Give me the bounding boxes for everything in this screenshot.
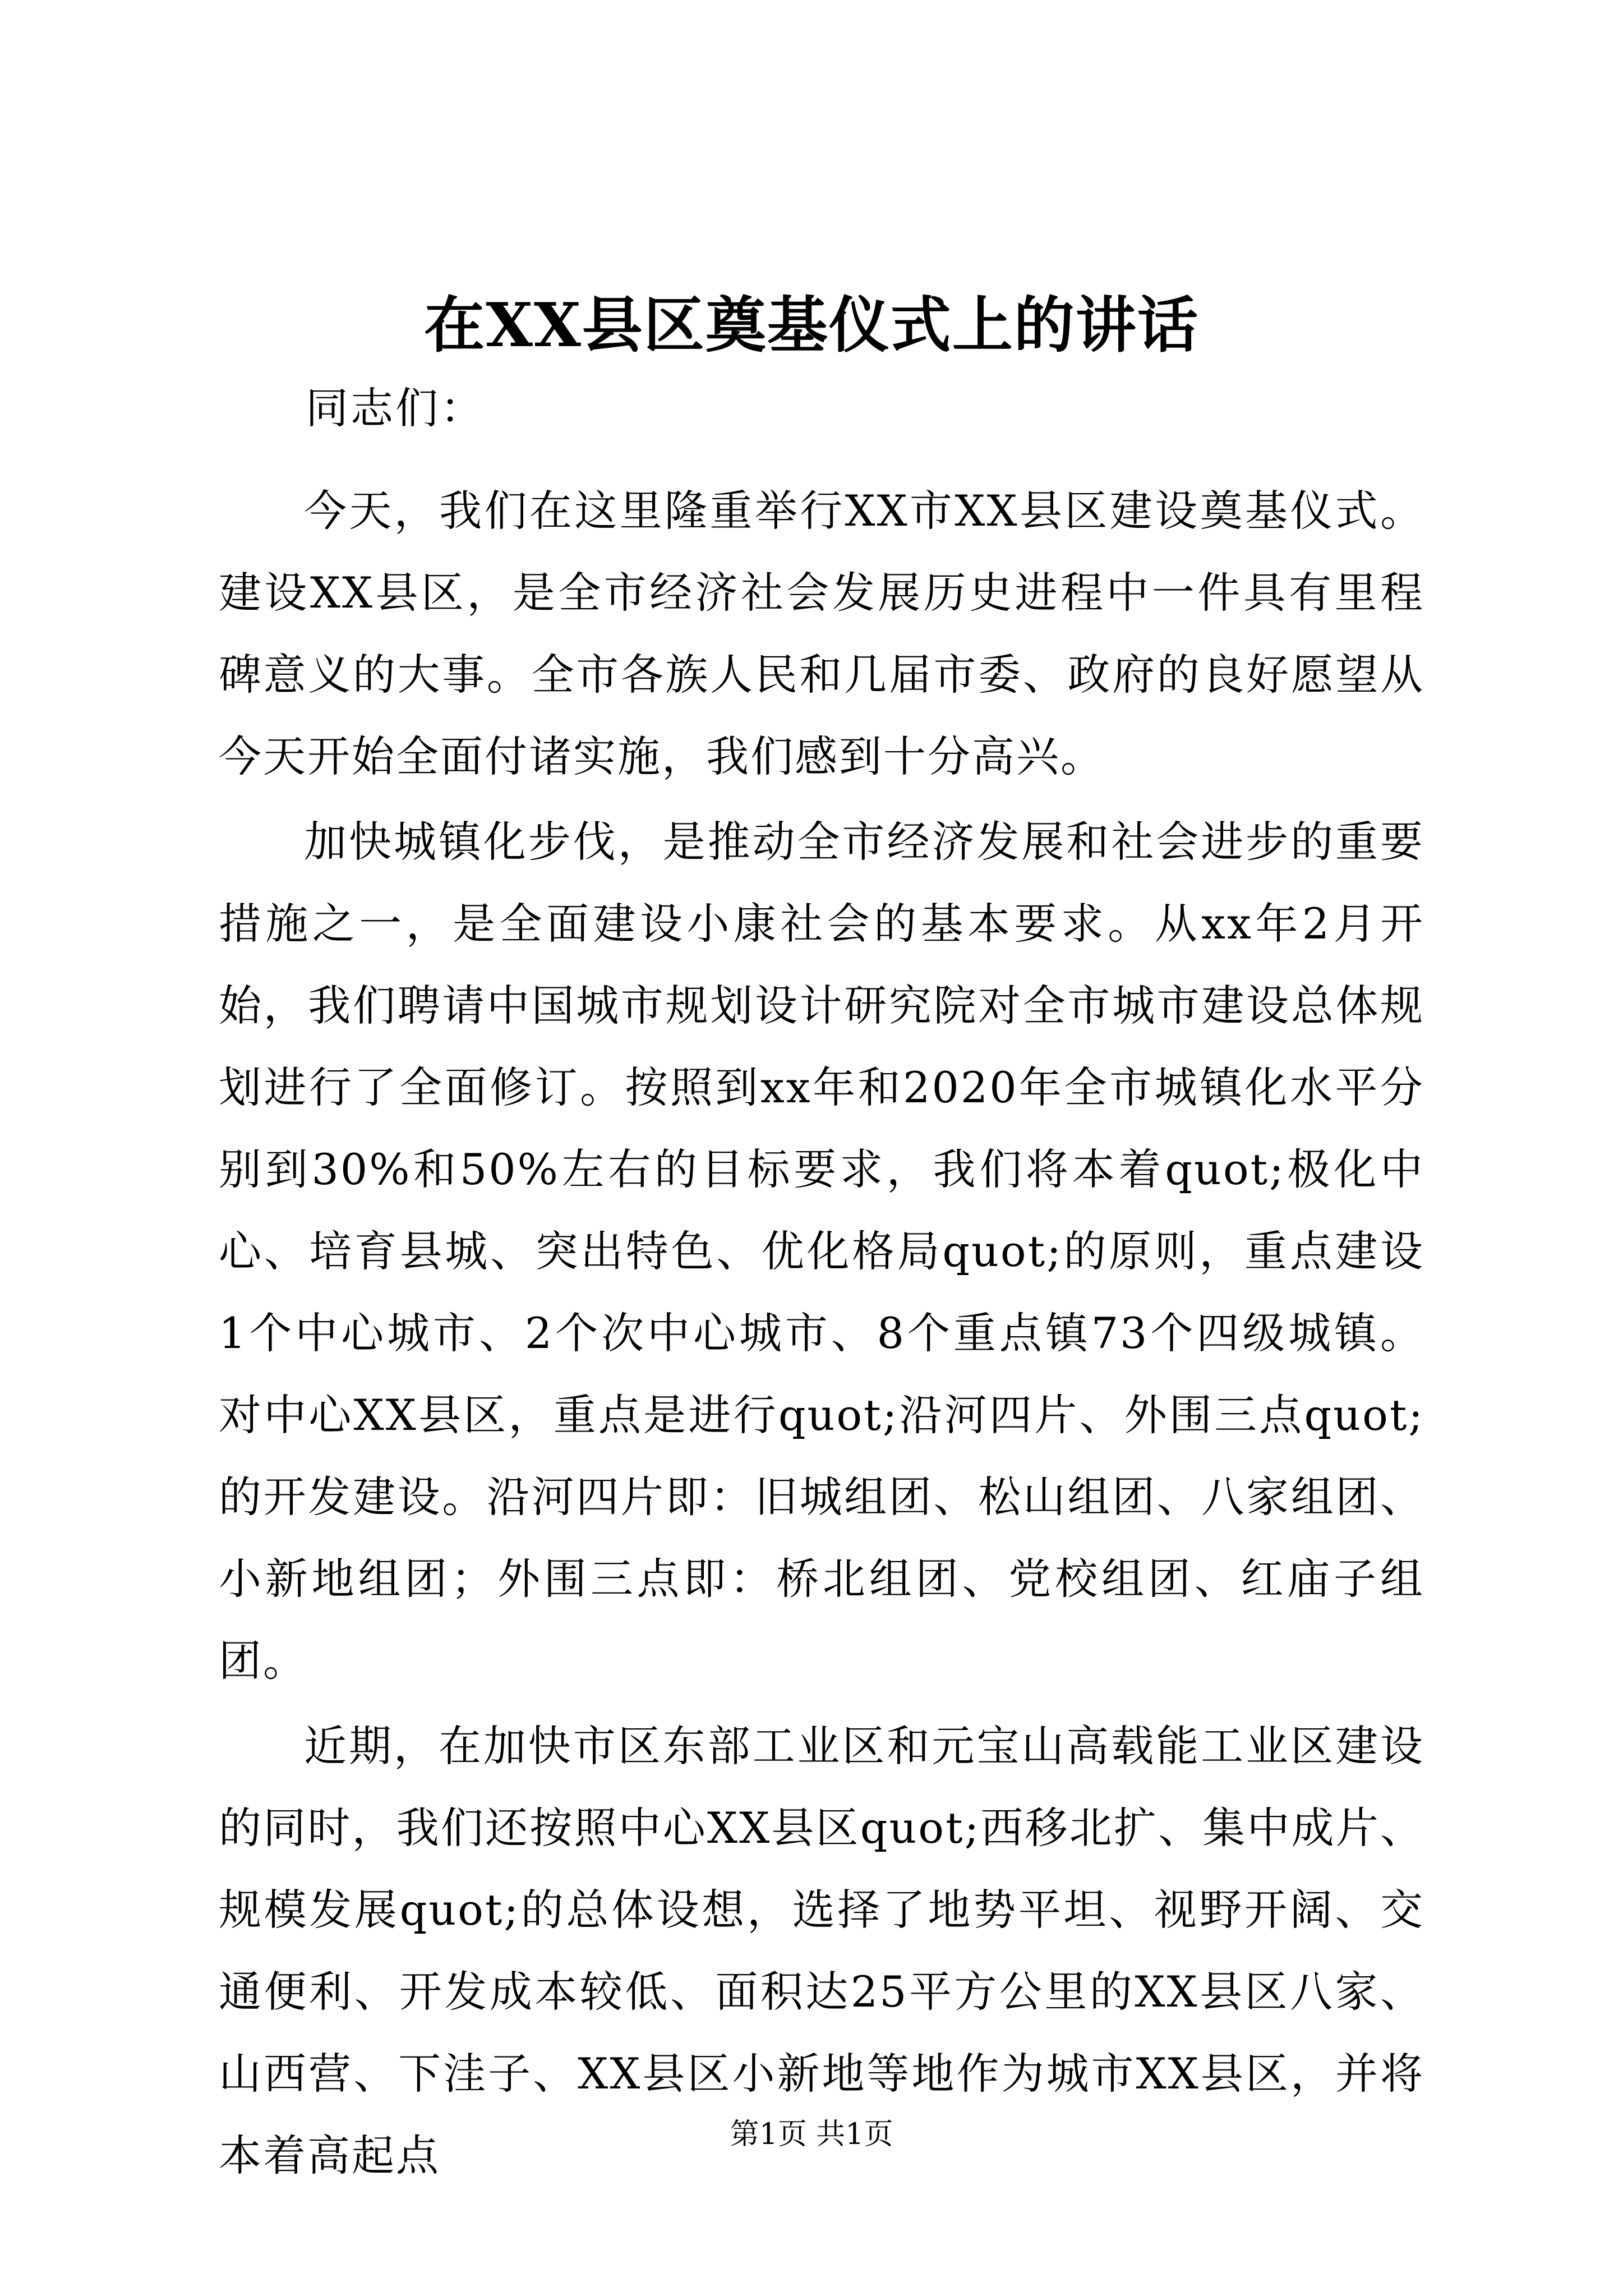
paragraph-1: 今天，我们在这里隆重举行XX市XX县区建设奠基仪式。建设XX县区，是全市经济社会发展历史进程中一件具有里程碑意义的大事。全市各族人民和几届市委、政府的良好愿望从今天开始全面付诸实施，我们感到十分高兴。 xyxy=(219,486,1424,781)
paragraph-2: 加快城镇化步伐，是推动全市经济发展和社会进步的重要措施之一，是全面建设小康社会的基本要求。从xx年2月开始，我们聘请中国城市规划设计研究院对全市城市建设总体规划进行了全面修订。按照到xx年和2020年全市城镇化水平分别到30%和50%左右的目标要求，我们将本着quot;极化中心、培育县城、突出特色、优化格局quot;的原则，重点建设1个中心城市、2个次中心城市、8个重点镇73个四级城镇。对中心XX县区，重点是进行quot;沿河四片、外围三点quot;的开发建设。沿河四片即：旧城组团、松山组团、八家组团、小新地组团；外围三点即：桥北组团、党校组团、红庙子组团。 xyxy=(219,817,1424,1686)
salutation: 同志们： xyxy=(306,383,485,433)
page-footer: 第1页 共1页 xyxy=(730,2118,893,2151)
document-body xyxy=(219,470,1424,2197)
paragraph-3: 近期，在加快市区东部工业区和元宝山高载能工业区建设的同时，我们还按照中心XX县区quot;西移北扩、集中成片、规模发展quot;的总体设想，选择了地势平坦、视野开阔、交通便利、开发成本较低、面积达25平方公里的XX县区八家、山西营、下洼子、XX县区小新地等地作为城市XX县区，并将本着高起点 xyxy=(219,1721,1424,2180)
document-title: 在XX县区奠基仪式上的讲话 xyxy=(424,290,1199,361)
